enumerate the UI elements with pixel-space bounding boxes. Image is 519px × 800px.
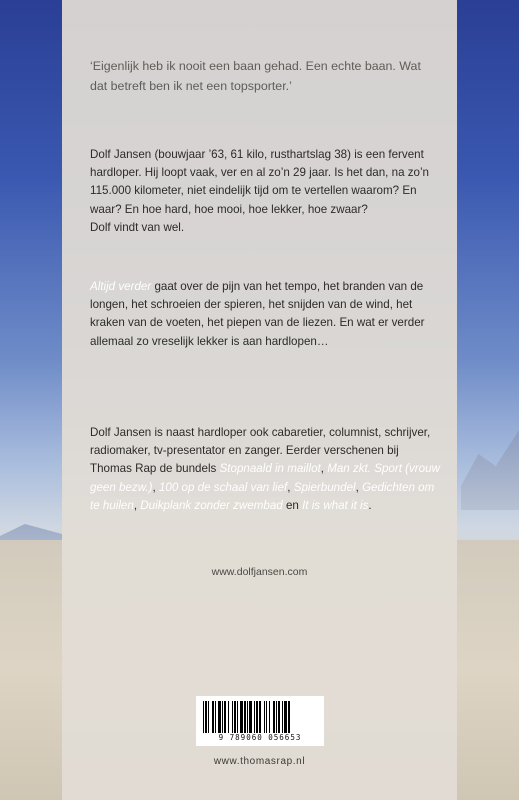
separator: , — [320, 462, 328, 476]
text-panel — [62, 0, 457, 800]
book-title-highlight: Altijd verder — [90, 280, 152, 293]
intro-paragraph — [90, 146, 440, 237]
publisher-website: www.thomasrap.nl — [213, 756, 306, 767]
barcode-bar — [203, 701, 204, 733]
barcode-bar — [249, 701, 252, 733]
barcode-bar — [232, 701, 233, 733]
barcode-bar — [222, 701, 223, 733]
author-bio — [90, 424, 440, 515]
barcode-bar — [240, 701, 243, 733]
barcode-bar — [218, 701, 221, 733]
book-description — [90, 278, 440, 351]
book-title-5: Gedichten om te huilen — [90, 480, 435, 512]
barcode-bar — [259, 701, 261, 733]
barcode-bar — [228, 701, 229, 733]
barcode-bar — [205, 701, 207, 733]
barcode-bar — [276, 701, 277, 733]
separator: , — [152, 480, 159, 494]
isbn-barcode — [196, 696, 324, 746]
book-title-1: Stopnaald in maillot — [219, 462, 321, 476]
barcode-bar — [273, 701, 275, 733]
separator: . — [368, 498, 372, 512]
author-website: www.dolfjansen.com — [211, 566, 308, 578]
separator: , — [287, 480, 294, 494]
barcode-bar — [212, 701, 214, 733]
barcode-bar — [288, 701, 290, 733]
barcode-bar — [256, 701, 258, 733]
book-description-text: gaat over de pijn van het tempo, het branden van de longen, het schroeien der spieren, het snijden van de wind, het kraken van de voeten, het piepen van de liezen. En wat er verder allemaal zo vreselijk lekker is aan hardlopen… — [90, 280, 425, 348]
barcode-bar — [284, 701, 287, 733]
barcode-bar — [247, 701, 248, 733]
barcode-bar — [237, 701, 238, 733]
barcode-bar — [234, 701, 236, 733]
barcode-bar — [278, 701, 280, 733]
barcode-bar — [266, 701, 267, 733]
barcode-bar — [244, 701, 246, 733]
barcode-icon — [201, 701, 319, 733]
intro-text-end: Dolf vindt van wel. — [90, 220, 185, 234]
barcode-bar — [269, 701, 270, 733]
intro-text: Dolf Jansen (bouwjaar ’63, 61 kilo, rusthartslag 38) is een fervent hardloper. Hij loopt vaak, ver en al zo’n 29 jaar. Is het dan, na zo’n 115.000 kilometer, niet eindelijk tijd om te vertellen waarom? En waar? En hoe hard, hoe mooi, hoe lekker, hoe zwaar? — [90, 148, 430, 216]
barcode-bar — [264, 701, 265, 733]
barcode-bar — [224, 701, 226, 733]
barcode-bar — [215, 701, 216, 733]
back-cover-quote: ‘Eigenlijk heb ik nooit een baan gehad. Een echte baan. Wat dat betreft ben ik net een topsporter.’ — [90, 59, 421, 93]
separator: en — [282, 498, 303, 512]
barcode-bar — [208, 701, 209, 733]
separator: , — [355, 480, 363, 494]
book-title-3: 100 op de schaal van lief — [158, 480, 288, 494]
author-bio-text: Dolf Jansen is naast hardloper ook cabaretier, columnist, schrijver, radiomaker, tv-presentator en zanger. Eerder verschenen bij Thomas Rap de bundels — [90, 426, 431, 476]
book-title-6: Duikplank zonder zwembad — [140, 498, 283, 512]
barcode-bar — [254, 701, 255, 733]
book-title-7: It is what it is — [302, 498, 369, 512]
barcode-number: 9 789060 056653 — [218, 733, 302, 742]
book-title-4: Spierbundel — [293, 480, 356, 494]
book-title-2: Man zkt. Sport (vrouw geen bezw.) — [90, 462, 440, 494]
barcode-bar — [282, 701, 283, 733]
separator: , — [133, 498, 141, 512]
